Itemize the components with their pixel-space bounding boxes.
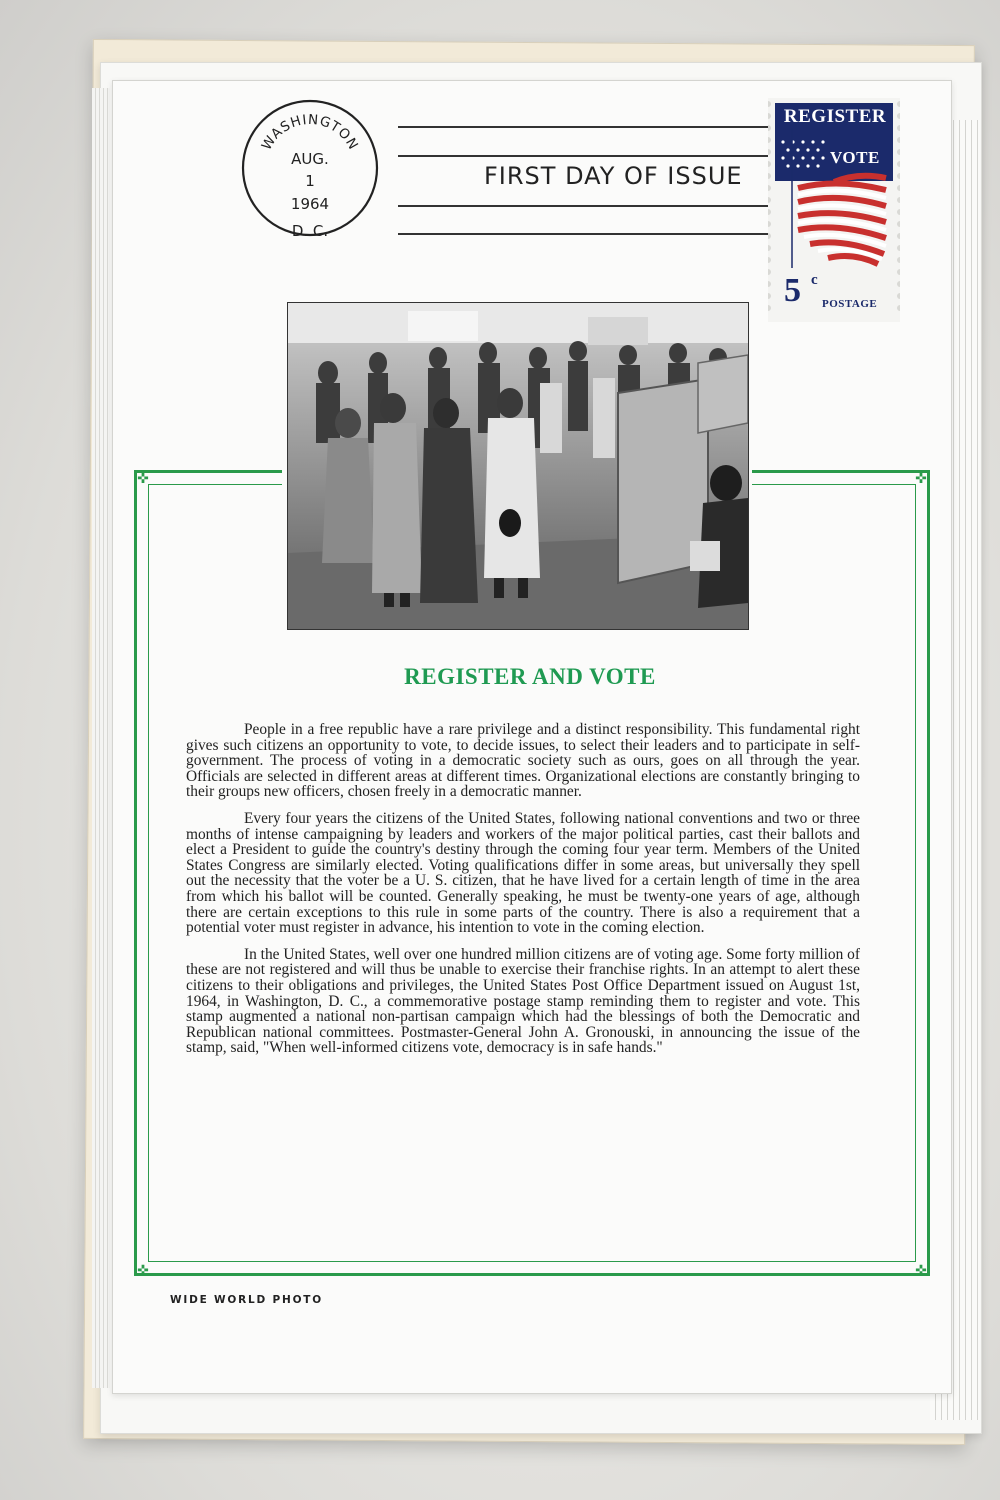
postmark-state: D. C. xyxy=(291,222,329,240)
stamp-cents: c xyxy=(811,272,818,288)
first-day-of-issue-text: FIRST DAY OF ISSUE xyxy=(478,162,749,190)
corner-ornament-icon: ✜ xyxy=(137,471,149,487)
voting-crowd-photo xyxy=(287,302,749,630)
corner-ornament-icon: ✜ xyxy=(915,1263,927,1279)
corner-ornament-icon: ✜ xyxy=(915,471,927,487)
postmark-city: WASHINGTON xyxy=(258,111,362,154)
stamp-title-register: REGISTER xyxy=(783,106,887,127)
photo-credit: WIDE WORLD PHOTO xyxy=(170,1294,323,1306)
register-vote-stamp xyxy=(768,98,900,322)
article-paragraph: In the United States, well over one hundred million citizens are of voting age. Some forty million of these are not registered and will thus be unable to exercise their franchise rights. In an attempt to alert these citizens to their obligations and privileges, the United States Post Office Department issued on August 1st, 1964, in Washington, D. C., a commemorative postage stamp reminding them to register and vote. This stamp augmented a national non-partisan campaign which had the blessings of both the Democratic and Republican national committees. Postmaster-General John A. Gronouski, in announcing the issue of the stamp, said, "When well-informed citizens vote, democracy is in safe hands." xyxy=(186,945,860,1057)
corner-ornament-icon: ✜ xyxy=(137,1263,149,1279)
postmark-year: 1964 xyxy=(290,195,330,213)
stacked-card-left-edges xyxy=(92,88,110,1388)
crowd-photo-illustration xyxy=(288,303,748,629)
article-body xyxy=(186,722,860,1067)
postmark-circle-icon xyxy=(240,98,380,238)
postmark-day: 1 xyxy=(305,172,315,190)
article-paragraph: People in a free republic have a rare privilege and a distinct responsibility. This fundamental right gives such citizens an opportunity to vote, to decide issues, to select their leaders and to participate in self-government. The process of voting in a democratic society such as ours, goes on all through the year. Officials are selected in different areas at different times. Organizational elections are constantly bringing to their groups new officers, chosen freely in a democratic manner. xyxy=(186,721,860,801)
stamp-postage-label: POSTAGE xyxy=(822,298,878,310)
postmark-month: AUG. xyxy=(291,150,329,168)
stamp-title-vote: VOTE xyxy=(830,148,880,167)
stamp-value: 5 xyxy=(784,272,801,309)
article-paragraph: Every four years the citizens of the United States, following national conventions and two or three months of intense campaigning by leaders and workers of the major political parties, cast their ballots and elect a President to guide the country's destiny through the coming four year term. Members of the United States Congress are similarly elected. Voting qualifications differ in some areas, but universally they spell out the necessity that the voter be a U. S. citizen, that he have lived for a certain length of time in the area from which his ballot will be counted. Generally speaking, he must be twenty-one years of age, although there are certain exceptions to this rule in some parts of the country. There is also a requirement that a potential voter must register in advance, his intention to vote in the coming election. xyxy=(186,809,860,937)
article-heading: REGISTER AND VOTE xyxy=(404,664,656,689)
